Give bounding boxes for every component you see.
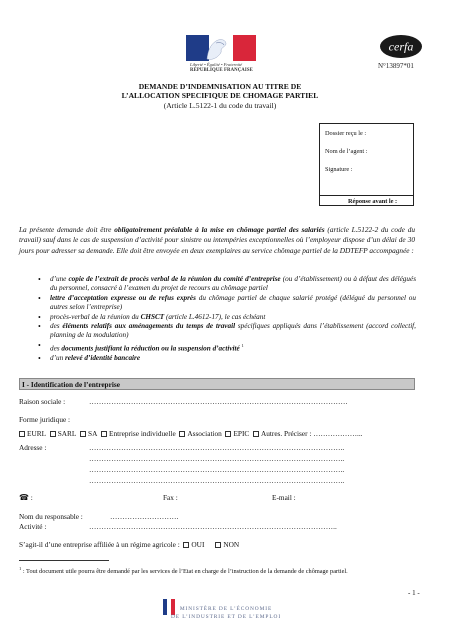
list-item: • d’un relevé d’identité bancaire <box>50 354 416 363</box>
checkbox-eurl[interactable]: EURL <box>19 429 46 438</box>
phone-field[interactable]: ☎ : <box>19 493 33 502</box>
phone-icon: ☎ <box>19 493 29 502</box>
list-item: • procès-verbal de la réunion du CHSCT (article L.4612-17), le cas échéant <box>50 313 416 322</box>
checkbox-autres[interactable]: Autres. Préciser : ………………... <box>253 429 363 438</box>
title-line-2: L’ALLOCATION SPECIFIQUE DE CHOMAGE PARTIEL <box>121 91 319 101</box>
checkbox-epic[interactable]: EPIC <box>225 429 249 438</box>
checkbox-icon <box>101 431 107 437</box>
checkbox-oui[interactable]: OUI <box>183 540 204 549</box>
fax-field[interactable]: Fax : <box>163 493 178 502</box>
cerfa-number: N°13897*01 <box>378 62 414 70</box>
box-divider <box>320 195 413 196</box>
agricole-question: S’agit-il d’une entreprise affiliée à un régime agricole : OUI NON <box>19 540 240 549</box>
agent-name-field[interactable]: Nom de l’agent : <box>325 148 368 155</box>
list-item: • des documents justifiant la réduction ou la suspension d’activité $^1$ <box>50 341 416 354</box>
checkbox-icon <box>215 542 221 548</box>
checkbox-icon <box>225 431 231 437</box>
checkbox-icon <box>183 542 189 548</box>
cerfa-logo-text: cerfa <box>388 39 414 54</box>
ministry-line-1: MINISTÈRE DE L’ÉCONOMIE <box>179 606 273 612</box>
raison-sociale-input[interactable]: …………………………………………………………………………………………… <box>89 397 348 406</box>
adresse-input-line-1[interactable]: ………………………………………………………………………………………….. <box>89 443 345 452</box>
intro-text-bold: obligatoirement préalable à la mise en chômage partiel des salariés <box>114 225 325 234</box>
page-number: - 1 - <box>408 589 420 597</box>
reception-box <box>319 123 414 206</box>
ministry-logo-text <box>162 605 290 621</box>
section-identification-header: I - Identification de l’entreprise <box>19 378 415 390</box>
responsable-label: Nom du responsable : <box>19 512 83 521</box>
adresse-input-line-4[interactable]: ………………………………………………………………………………………….. <box>89 476 345 485</box>
marianne-flag-icon <box>186 35 256 61</box>
checkbox-entreprise-individuelle[interactable]: Entreprise individuelle <box>101 429 176 438</box>
activite-input[interactable]: ……………………………………………………………………………………….. <box>89 522 337 531</box>
intro-text-1: La présente demande doit être <box>19 225 115 234</box>
responsable-input[interactable]: ………………………. <box>110 512 179 521</box>
cerfa-logo <box>379 34 423 59</box>
checkbox-icon <box>19 431 25 437</box>
raison-sociale-label: Raison sociale : <box>19 397 66 406</box>
republique-francaise-logo <box>186 35 256 77</box>
received-date-field[interactable]: Dossier reçu le : <box>325 130 367 137</box>
email-field[interactable]: E-mail : <box>272 493 296 502</box>
ministry-line-2: DE L’INDUSTRIE ET DE L’EMPLOI <box>170 614 282 620</box>
checkbox-sa[interactable]: SA <box>80 429 97 438</box>
rf-motto: Liberté • Égalité • Fraternité <box>190 62 243 67</box>
form-title <box>100 82 340 110</box>
adresse-label: Adresse : <box>19 443 47 452</box>
checkbox-icon <box>80 431 86 437</box>
forme-juridique-options <box>19 429 362 438</box>
list-item: • d’une copie de l’extrait de procès verbal de la réunion du comité d’entreprise (ou d’établissement) ou à défaut des délégués du personnel, consacré à l’examen du projet de recours au chômage partiel <box>50 275 416 294</box>
signature-field[interactable]: Signature : <box>325 166 353 173</box>
list-item: • lettre d’acceptation expresse ou de refus exprès du chômage partiel de chaque salarié protégé (délégué du personnel ou autres selon l’entreprise) <box>50 294 416 313</box>
footnote: $^1$ : Tout document utile pourra être demandé par les services de l’Etat en charge de l’instruction de la demande de chômage partiel. <box>19 566 348 576</box>
list-item: • des éléments relatifs aux aménagements du temps de travail spécifiques appliqués dans l’établissement (accord collectif, planning de la modulation) <box>50 322 416 341</box>
checkbox-non[interactable]: NON <box>215 540 239 549</box>
adresse-input-line-2[interactable]: ………………………………………………………………………………………….. <box>89 454 345 463</box>
forme-juridique-label: Forme juridique : <box>19 415 71 424</box>
checkbox-association[interactable]: Association <box>179 429 221 438</box>
title-article: (Article L.5122-1 du code du travail) <box>163 100 277 110</box>
checkbox-sarl[interactable]: SARL <box>50 429 77 438</box>
required-documents-list <box>50 275 416 363</box>
checkbox-icon <box>253 431 259 437</box>
title-line-1: DEMANDE D’INDEMNISATION AU TITRE DE <box>138 82 302 91</box>
footnote-separator <box>19 560 109 561</box>
intro-text-2: (article L.5122-2 du code du travail) sauf dans le cas de suspension d’activité pour sinistre ou intempéries exceptionnelles où l’employeur dispose d’un délai de 30 jours pour adresser sa demande. Elle doit être envoyée en deux exemplaires au service chômage partiel de la DDTEFP accompagnée : <box>19 225 415 255</box>
checkbox-icon <box>179 431 185 437</box>
activite-label: Activité : <box>19 522 47 531</box>
intro-paragraph <box>19 225 415 256</box>
adresse-input-line-3[interactable]: ………………………………………………………………………………………….. <box>89 465 345 474</box>
response-deadline-field[interactable]: Réponse avant le : <box>348 198 398 205</box>
rf-name: RÉPUBLIQUE FRANÇAISE <box>190 68 253 73</box>
checkbox-icon <box>50 431 56 437</box>
